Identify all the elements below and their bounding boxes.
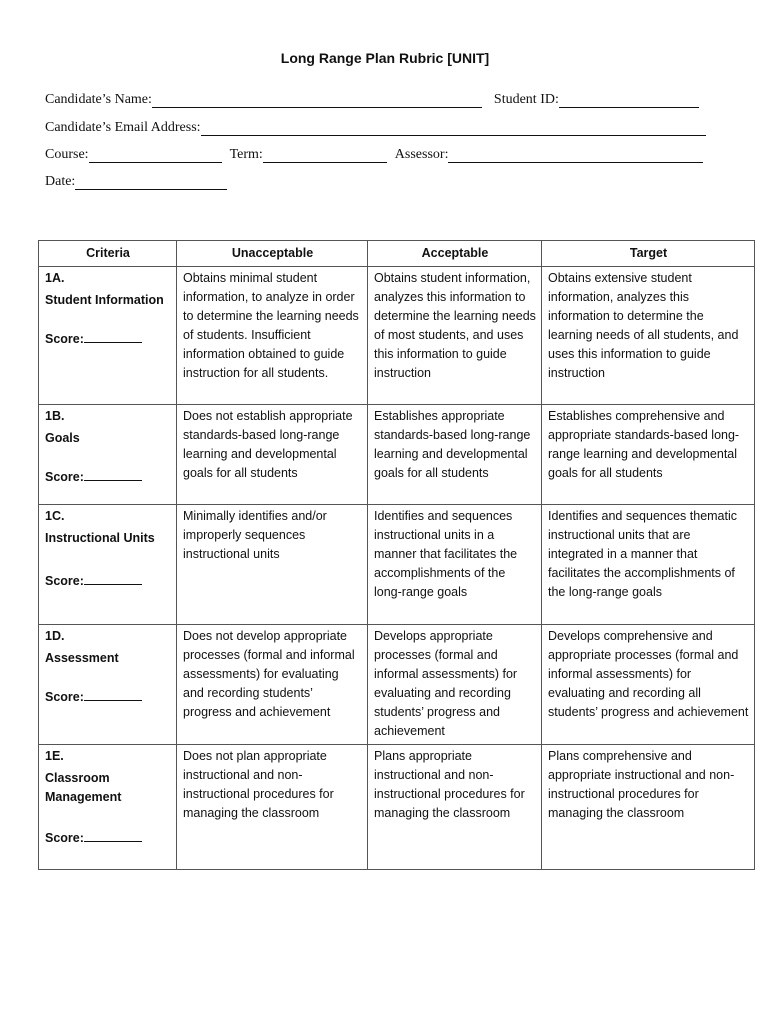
score-field[interactable] [84, 829, 142, 842]
date-row [45, 174, 227, 190]
score-text: Score: [45, 831, 84, 845]
unacceptable-cell: Does not develop appropriate processes (formal and informal assessments) for evaluating and recording students’ progress and achievement [177, 625, 368, 745]
score-field[interactable] [84, 572, 142, 585]
table-row [39, 267, 755, 405]
candidate-name-label: Candidate’s Name: [45, 92, 152, 107]
course-row [45, 147, 703, 163]
score-text: Score: [45, 332, 84, 346]
unacceptable-cell: Minimally identifies and/or improperly sequences instructional units [177, 505, 368, 625]
email-label: Candidate’s Email Address: [45, 120, 201, 135]
score-label [45, 688, 171, 707]
criteria-id: 1D. [45, 629, 65, 643]
score-field[interactable] [84, 688, 142, 701]
table-header-row [39, 241, 755, 267]
acceptable-cell: Establishes appropriate standards-based long-range learning and developmental goals for all students [368, 405, 542, 505]
header-criteria: Criteria [39, 241, 177, 267]
name-id-row [45, 92, 699, 108]
acceptable-cell: Plans appropriate instructional and non-instructional procedures for managing the classroom [368, 745, 542, 870]
criteria-id: 1C. [45, 509, 65, 523]
unacceptable-cell: Obtains minimal student information, to analyze in order to determine the learning needs of students. Insufficient information obtained to guide instruction for all students. [177, 267, 368, 405]
criteria-id: 1E. [45, 749, 64, 763]
score-label [45, 572, 171, 591]
criteria-name: Classroom Management [45, 771, 122, 804]
target-cell: Identifies and sequences thematic instructional units that are integrated in a manner that facilitates the accomplishments of the long-range goals [542, 505, 755, 625]
target-cell: Establishes comprehensive and appropriate standards-based long-range learning and developmental goals for all students [542, 405, 755, 505]
rubric-table [38, 240, 755, 870]
course-field[interactable] [89, 148, 222, 163]
criteria-cell [39, 745, 177, 870]
term-label: Term: [229, 147, 263, 162]
header-acceptable: Acceptable [368, 241, 542, 267]
term-field[interactable] [263, 148, 387, 163]
score-text: Score: [45, 690, 84, 704]
acceptable-cell: Obtains student information, analyzes this information to determine the learning needs of most students, and uses this information to guide instruction [368, 267, 542, 405]
acceptable-cell: Identifies and sequences instructional units in a manner that facilitates the accomplishments of the long-range goals [368, 505, 542, 625]
header-target: Target [542, 241, 755, 267]
score-label [45, 330, 171, 349]
page-title: Long Range Plan Rubric [UNIT] [280, 50, 490, 66]
assessor-label: Assessor: [394, 147, 449, 162]
unacceptable-cell: Does not establish appropriate standards-based long-range learning and developmental goals for all students [177, 405, 368, 505]
score-field[interactable] [84, 330, 142, 343]
candidate-name-field[interactable] [152, 93, 482, 108]
table-row [39, 405, 755, 505]
student-id-field[interactable] [559, 93, 699, 108]
score-text: Score: [45, 470, 84, 484]
score-field[interactable] [84, 468, 142, 481]
criteria-cell [39, 505, 177, 625]
target-cell: Plans comprehensive and appropriate instructional and non-instructional procedures for managing the classroom [542, 745, 755, 870]
criteria-id: 1B. [45, 409, 65, 423]
target-cell: Obtains extensive student information, analyzes this information to determine the learning needs of all students, and uses this information to guide instruction [542, 267, 755, 405]
criteria-cell [39, 267, 177, 405]
email-field[interactable] [201, 121, 706, 136]
email-row [45, 120, 706, 136]
criteria-id: 1A. [45, 271, 65, 285]
acceptable-cell: Develops appropriate processes (formal and informal assessments) for evaluating and recording students’ progress and achievement [368, 625, 542, 745]
score-text: Score: [45, 574, 84, 588]
criteria-name: Assessment [45, 651, 119, 665]
course-label: Course: [45, 147, 89, 162]
criteria-cell [39, 625, 177, 745]
criteria-name: Goals [45, 431, 80, 445]
target-cell: Develops comprehensive and appropriate processes (formal and informal assessments) for evaluating and recording all students’ progress and achievement [542, 625, 755, 745]
score-label [45, 829, 171, 848]
table-row [39, 505, 755, 625]
table-row [39, 745, 755, 870]
score-label [45, 468, 171, 487]
assessor-field[interactable] [448, 148, 703, 163]
criteria-name: Student Information [45, 293, 164, 307]
table-row [39, 625, 755, 745]
header-unacceptable: Unacceptable [177, 241, 368, 267]
student-id-label: Student ID: [493, 92, 559, 107]
unacceptable-cell: Does not plan appropriate instructional and non-instructional procedures for managing the classroom [177, 745, 368, 870]
criteria-cell [39, 405, 177, 505]
criteria-name: Instructional Units [45, 531, 155, 545]
date-label: Date: [45, 174, 76, 189]
date-field[interactable] [75, 175, 227, 190]
